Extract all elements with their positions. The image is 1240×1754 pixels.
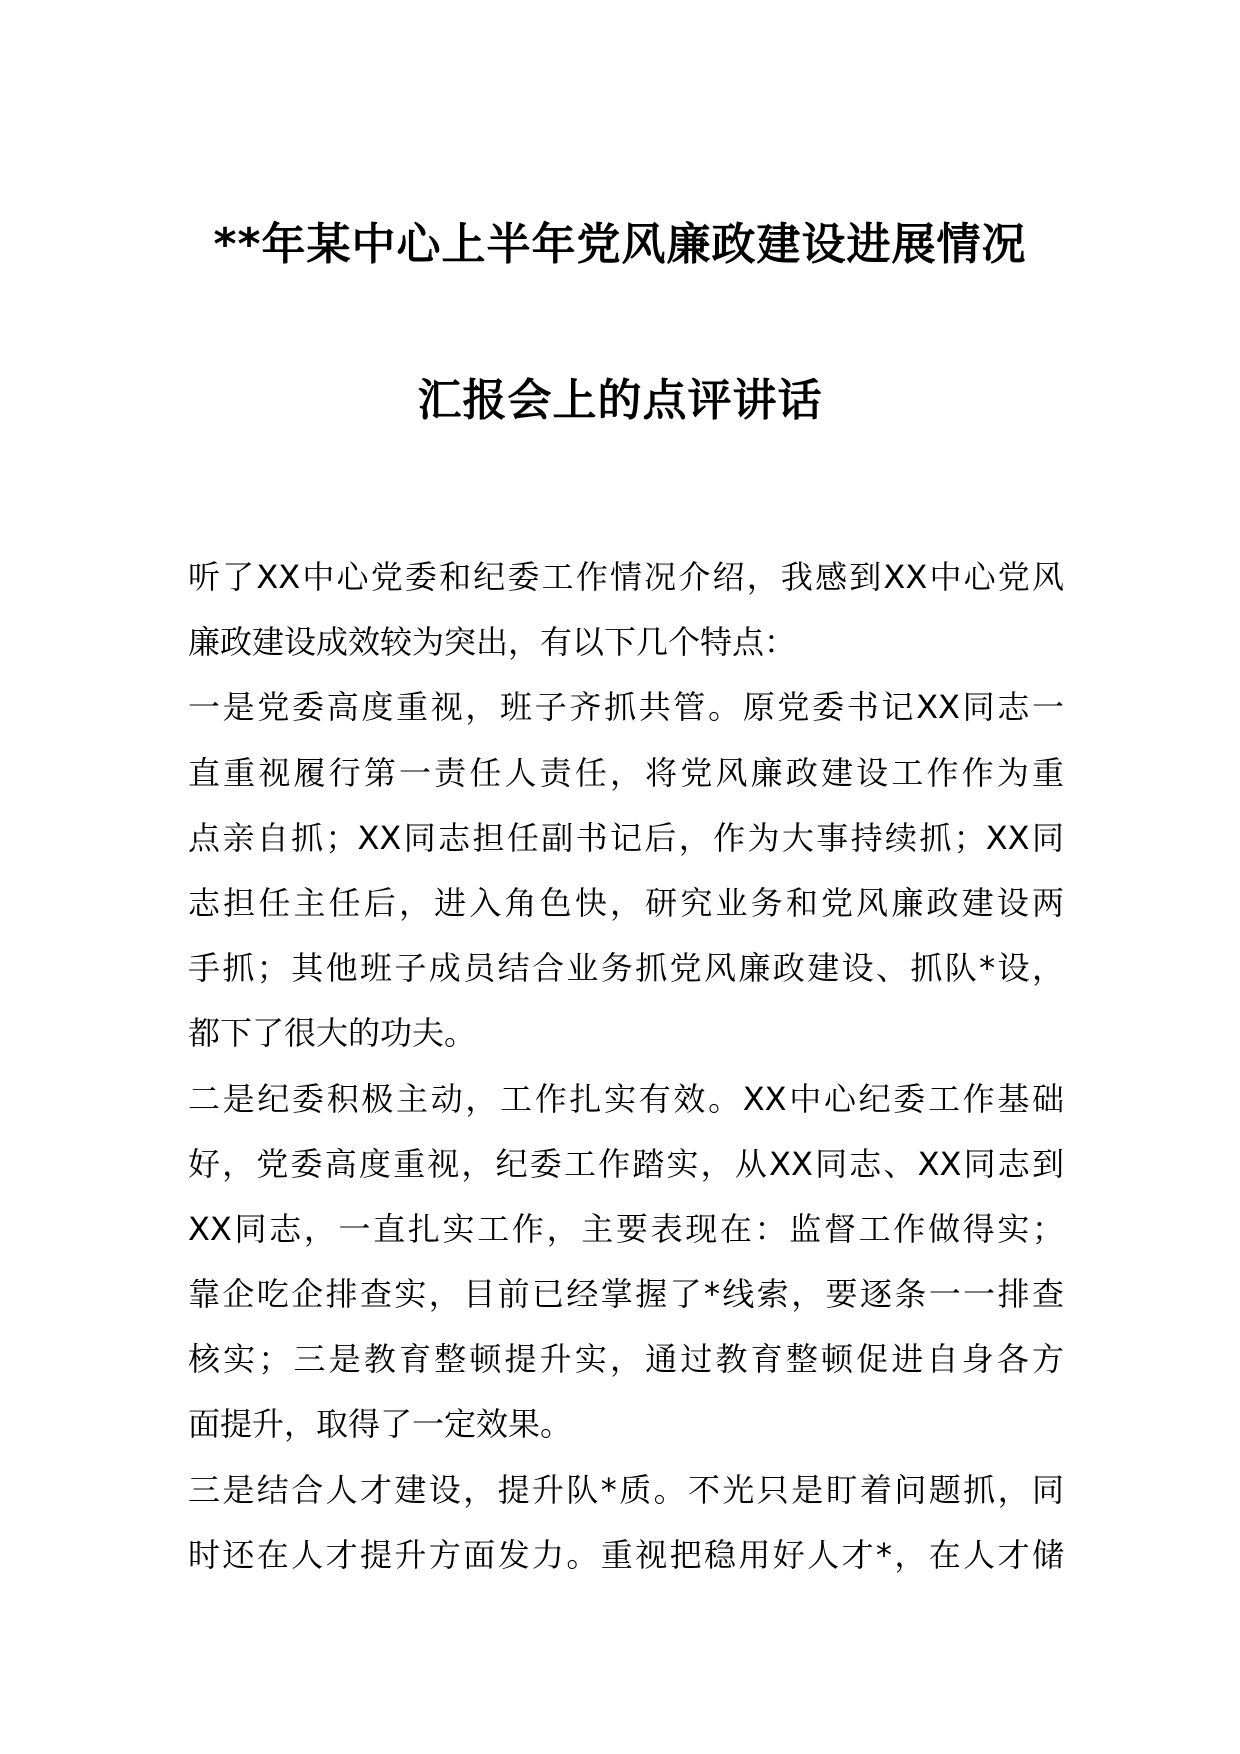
body-text-line: 廉政建设成效较为突出，有以下几个特点： bbox=[188, 623, 797, 662]
body-text-line: 面提升，取得了一定效果。 bbox=[188, 1405, 573, 1444]
body-text-line: 志担任主任后，进入角色快，研究业务和党风廉政建设两 bbox=[188, 883, 1064, 922]
body-text-line: XX同志，一直扎实工作，主要表现在：监督工作做得实； bbox=[188, 1209, 1064, 1248]
body-text-line: 二是纪委积极主动，工作扎实有效。XX中心纪委工作基础 bbox=[188, 1079, 1064, 1118]
body-text-line: 点亲自抓；XX同志担任副书记后，作为大事持续抓；XX同 bbox=[188, 818, 1064, 857]
body-text-line: 三是结合人才建设，提升队*质。不光只是盯着问题抓，同 bbox=[188, 1470, 1064, 1509]
body-text-line: 听了XX中心党委和纪委工作情况介绍，我感到XX中心党风 bbox=[188, 558, 1064, 596]
body-text-line: 核实；三是教育整顿提升实，通过教育整顿促进自身各方 bbox=[188, 1340, 1064, 1379]
body-text-line: 一是党委高度重视，班子齐抓共管。原党委书记XX同志一 bbox=[188, 688, 1064, 727]
body-text-line: 好，党委高度重视，纪委工作踏实，从XX同志、XX同志到 bbox=[188, 1144, 1064, 1183]
body-text-line: 靠企吃企排查实，目前已经掌握了*线索，要逐条一一排查 bbox=[188, 1275, 1064, 1314]
body-text-line: 都下了很大的功夫。 bbox=[188, 1014, 477, 1053]
body-text-line: 时还在人才提升方面发力。重视把稳用好人才*，在人才储 bbox=[188, 1535, 1064, 1574]
document-title-line-2: 汇报会上的点评讲话 bbox=[417, 375, 823, 426]
document-title-line-1: **年某中心上半年党风廉政建设进展情况 bbox=[213, 219, 1027, 270]
body-text-line: 直重视履行第一责任人责任，将党风廉政建设工作作为重 bbox=[188, 753, 1064, 792]
document-body bbox=[188, 552, 1064, 1595]
body-text-line: 手抓；其他班子成员结合业务抓党风廉政建设、抓队*设， bbox=[188, 949, 1064, 988]
